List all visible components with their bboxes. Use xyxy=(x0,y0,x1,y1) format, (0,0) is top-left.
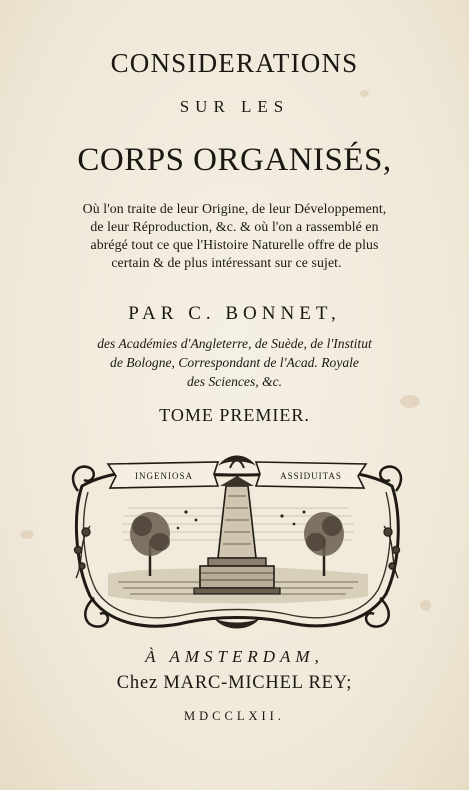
title-line-1: CONSIDERATIONS xyxy=(110,48,359,78)
title-line-2: SUR LES xyxy=(179,97,290,116)
affiliation-line-1: des Académies d'Angleterre, de Suède, de l'Institut xyxy=(97,336,372,351)
title-line-3: CORPS ORGANISÉS, xyxy=(77,142,392,178)
engraved-vignette xyxy=(68,446,406,636)
banner-right-text: ASSIDUITAS xyxy=(280,471,342,481)
volume-label: TOME PREMIER. xyxy=(159,405,310,425)
author-line: PAR C. BONNET, xyxy=(128,303,341,324)
description-line-3: abrégé tout ce que l'Histoire Naturelle offre de plus xyxy=(90,237,379,252)
affiliation-line-3: des Sciences, &c. xyxy=(186,374,283,389)
imprint-city: À AMSTERDAM, xyxy=(145,647,324,666)
bottom-shell-ornament xyxy=(214,618,260,629)
imprint-publisher: Chez MARC-MICHEL REY; xyxy=(116,673,353,693)
imprint-year: MDCCLXII. xyxy=(184,709,285,723)
affiliation-line-2: de Bologne, Correspondant de l'Acad. Royale xyxy=(110,355,359,370)
foxing-stain xyxy=(20,530,34,539)
foxing-stain xyxy=(360,90,369,97)
description-line-1: Où l'on traite de leur Origine, de leur Développement, xyxy=(82,201,387,216)
description-line-2: de leur Réproduction, &c. & où l'on a rassemblé en xyxy=(90,219,379,234)
description-line-4: certain & de plus intéressant sur ce sujet. xyxy=(111,255,342,270)
banner-left-text: INGENIOSA xyxy=(135,471,193,481)
foxing-stain xyxy=(420,600,431,611)
